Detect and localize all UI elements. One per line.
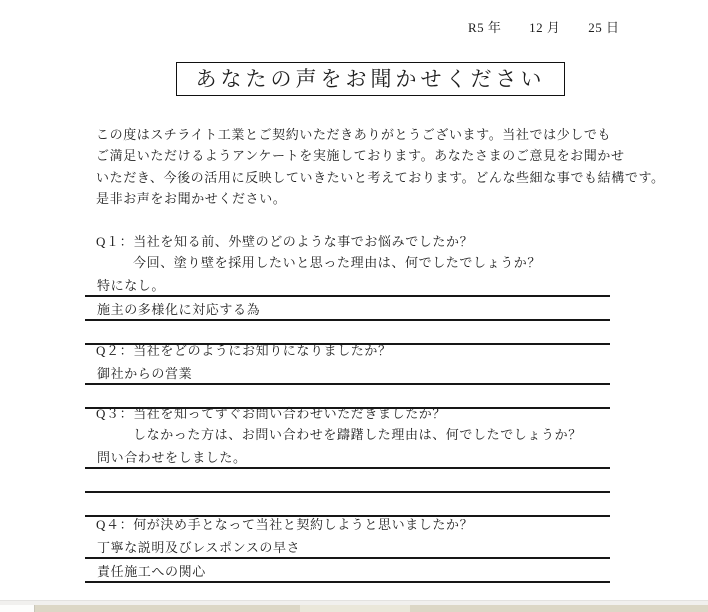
intro-line: ご満足いただけるようアンケートを実施しております。あなたさまのご意見をお聞かせ	[96, 148, 625, 164]
answer-line	[85, 297, 610, 321]
question-label: Q２：	[96, 343, 134, 358]
question-text: 当社を知ってすぐお問い合わせいただきましたか？	[133, 406, 447, 421]
date-day: 25 日	[588, 20, 620, 35]
question-block-q1	[85, 231, 610, 345]
question-block-q3	[85, 403, 610, 517]
date-month: 12 月	[529, 20, 561, 35]
question-line	[85, 403, 610, 424]
answer-line	[85, 445, 610, 469]
taskbar-white-segment[interactable]	[0, 605, 35, 612]
date-line	[468, 17, 619, 36]
intro-line: いただき、今後の活用に反映していきたいと考えております。どんな些細な事でも結構です。	[96, 169, 665, 185]
date-year: R5 年	[468, 20, 502, 35]
question-block-q2	[85, 340, 610, 409]
answer-text: 施主の多様化に対応する為	[97, 302, 261, 317]
question-label: Q１：	[96, 234, 134, 249]
taskbar-strip[interactable]	[0, 605, 708, 612]
question-line-cont: 今回、塗り壁を採用したいと思った理由は、何でしたでしょうか？	[133, 255, 542, 270]
answer-text: 問い合わせをしました。	[97, 450, 247, 465]
title-box	[176, 62, 565, 96]
page-title: あなたの声をお聞かせください	[195, 67, 546, 91]
question-line	[85, 340, 610, 361]
answer-line	[85, 361, 610, 385]
blank-answer-line	[85, 469, 610, 493]
question-text: 当社をどのようにお知りになりましたか？	[133, 343, 392, 358]
answer-line	[85, 273, 610, 297]
question-line	[85, 231, 610, 252]
question-line	[85, 514, 610, 535]
question-label: Q４：	[96, 517, 134, 532]
answer-text: 特になし。	[97, 278, 166, 293]
intro-line: この度はスチライト工業とご契約いただきありがとうございます。当社では少しでも	[96, 127, 612, 142]
answer-line	[85, 559, 610, 583]
question-label: Q３：	[96, 406, 134, 421]
question-line-cont: しなかった方は、お問い合わせを躊躇した理由は、何でしたでしょうか？	[133, 427, 582, 442]
question-text: 当社を知る前、外壁のどのような事でお悩みでしたか？	[133, 234, 474, 249]
question-text: 何が決め手となって当社と契約しようと思いましたか？	[133, 517, 474, 532]
intro-line: 是非お声をお聞かせください。	[96, 190, 287, 206]
answer-text: 御社からの営業	[97, 366, 193, 381]
question-block-q4	[85, 514, 610, 604]
answer-text: 丁寧な説明及びレスポンスの早さ	[97, 540, 301, 555]
answer-line	[85, 535, 610, 559]
intro-paragraph	[96, 124, 665, 209]
answer-text: 責任施工への関心	[97, 564, 206, 579]
taskbar-light-segment[interactable]	[300, 605, 410, 612]
